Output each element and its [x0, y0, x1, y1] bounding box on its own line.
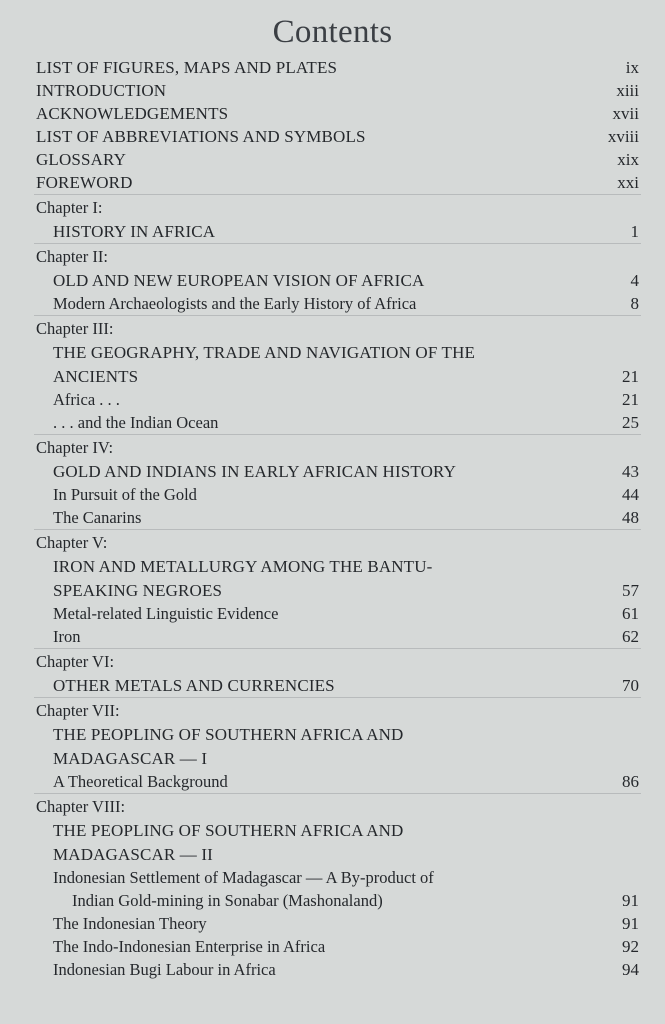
chapter-heading: Chapter VIII: — [36, 797, 126, 816]
section-divider — [34, 529, 641, 530]
section-divider — [34, 697, 641, 698]
front-matter-page-number: xiii — [616, 81, 639, 100]
chapter-heading: Chapter VII: — [36, 701, 120, 720]
section-entry: A Theoretical Background — [53, 772, 228, 791]
chapter-page-number: 21 — [622, 367, 639, 386]
front-matter-entry: LIST OF FIGURES, MAPS AND PLATES — [36, 58, 338, 77]
chapter-page-number: 57 — [622, 581, 639, 600]
section-page-number: 21 — [622, 390, 639, 409]
section-entry: The Indo-Indonesian Enterprise in Africa — [53, 937, 326, 956]
section-divider — [34, 793, 641, 794]
chapter-heading: Chapter I: — [36, 198, 103, 217]
front-matter-page-number: ix — [625, 58, 639, 77]
section-divider — [34, 315, 641, 316]
section-page-number: 44 — [622, 485, 639, 504]
section-divider — [34, 434, 641, 435]
section-page-number: 92 — [622, 937, 639, 956]
front-matter-entry: INTRODUCTION — [36, 81, 167, 100]
front-matter-page-number: xxi — [617, 173, 639, 192]
section-divider — [34, 648, 641, 649]
front-matter-page-number: xix — [617, 150, 639, 169]
section-page-number: 61 — [622, 604, 639, 623]
chapter-title: HISTORY IN AFRICA — [53, 222, 216, 241]
section-page-number: 91 — [622, 914, 639, 933]
chapter-title: OTHER METALS AND CURRENCIES — [53, 676, 335, 695]
page-title: Contents — [272, 14, 393, 50]
section-divider — [34, 194, 641, 195]
chapter-title: OLD AND NEW EUROPEAN VISION OF AFRICA — [53, 271, 425, 290]
chapter-title: IRON AND METALLURGY AMONG THE BANTU- — [53, 557, 433, 576]
section-page-number: 94 — [622, 960, 639, 979]
front-matter-page-number: xvii — [612, 104, 639, 123]
section-divider — [34, 243, 641, 244]
chapter-title: THE GEOGRAPHY, TRADE AND NAVIGATION OF THE — [53, 343, 476, 362]
chapter-page-number: 70 — [622, 676, 639, 695]
section-entry: Indian Gold-mining in Sonabar (Mashonaland) — [72, 891, 383, 910]
front-matter-page-number: xviii — [607, 127, 639, 146]
section-entry: Africa . . . — [53, 390, 120, 409]
chapter-page-number: 4 — [630, 271, 639, 290]
front-matter-entry: LIST OF ABBREVIATIONS AND SYMBOLS — [36, 127, 366, 146]
chapter-title: MADAGASCAR — II — [53, 845, 213, 864]
section-page-number: 62 — [622, 627, 639, 646]
section-entry: Iron — [53, 627, 81, 646]
chapter-heading: Chapter VI: — [36, 652, 115, 671]
section-page-number: 8 — [630, 294, 639, 313]
section-entry: . . . and the Indian Ocean — [53, 413, 219, 432]
section-page-number: 91 — [622, 891, 639, 910]
section-entry: Indonesian Bugi Labour in Africa — [53, 960, 276, 979]
chapter-heading: Chapter V: — [36, 533, 108, 552]
section-page-number: 48 — [622, 508, 639, 527]
chapter-title: MADAGASCAR — I — [53, 749, 208, 768]
chapter-heading: Chapter II: — [36, 247, 108, 266]
chapter-heading: Chapter IV: — [36, 438, 114, 457]
chapter-page-number: 1 — [630, 222, 639, 241]
chapter-page-number: 43 — [622, 462, 639, 481]
chapter-title: ANCIENTS — [53, 367, 139, 386]
chapter-title: GOLD AND INDIANS IN EARLY AFRICAN HISTORY — [53, 462, 457, 481]
front-matter-entry: ACKNOWLEDGEMENTS — [36, 104, 229, 123]
section-entry: Indonesian Settlement of Madagascar — A By-product of — [53, 868, 434, 887]
chapter-title: THE PEOPLING OF SOUTHERN AFRICA AND — [53, 725, 404, 744]
front-matter-entry: FOREWORD — [36, 173, 133, 192]
section-entry: Metal-related Linguistic Evidence — [53, 604, 279, 623]
section-entry: The Indonesian Theory — [53, 914, 207, 933]
section-entry: In Pursuit of the Gold — [53, 485, 197, 504]
chapter-title: SPEAKING NEGROES — [53, 581, 223, 600]
front-matter-entry: GLOSSARY — [36, 150, 127, 169]
chapter-heading: Chapter III: — [36, 319, 114, 338]
section-page-number: 25 — [622, 413, 639, 432]
section-entry: Modern Archaeologists and the Early History of Africa — [53, 294, 417, 313]
chapter-title: THE PEOPLING OF SOUTHERN AFRICA AND — [53, 821, 404, 840]
section-entry: The Canarins — [53, 508, 142, 527]
section-page-number: 86 — [622, 772, 639, 791]
